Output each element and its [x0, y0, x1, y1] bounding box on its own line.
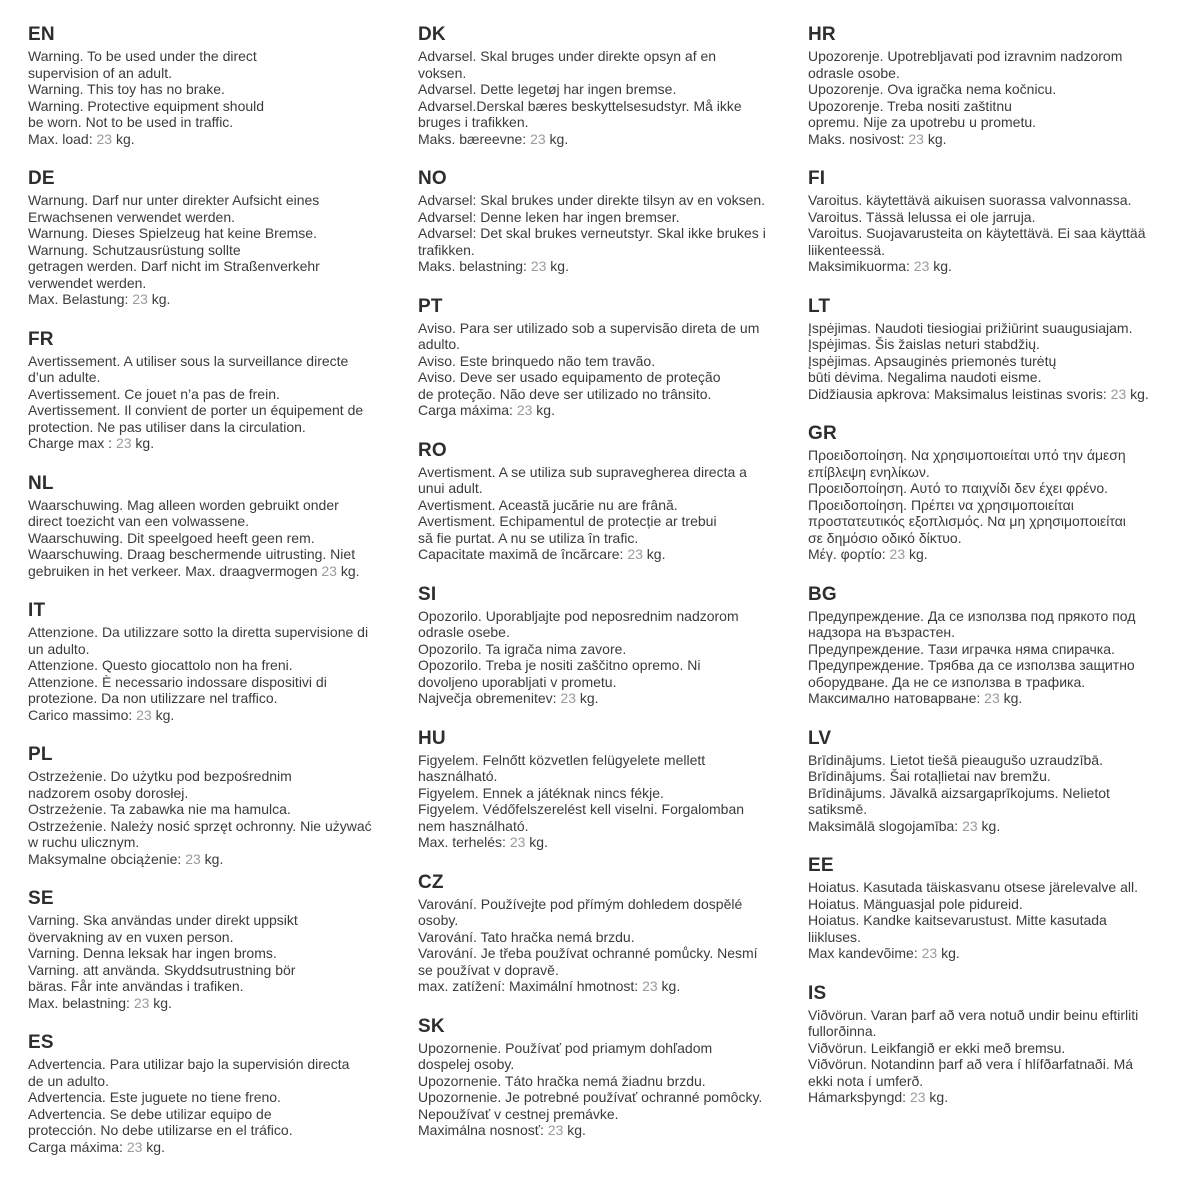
language-code: IT: [28, 600, 46, 621]
warning-line: Warnung. Darf nur unter direkter Aufsicht eines: [28, 192, 320, 208]
warning-line: Προειδοποίηση. Να χρησιμοποιείται υπό την άμεση: [808, 447, 1126, 463]
warning-line: Advarsel: Det skal brukes verneutstyr. Skal ikke brukes i: [418, 225, 766, 241]
warning-line: protezione. Da non utilizzare nel traffico.: [28, 690, 278, 706]
language-code: NL: [28, 472, 54, 494]
warning-line: Upozornenie. Je potrebné používať ochranné pomôcky.: [418, 1089, 763, 1105]
max-load-value: 23: [126, 1138, 143, 1155]
warning-line: Maksymalne obciążenie: 23 kg.: [28, 850, 224, 867]
warning-line: Įspėjimas. Naudoti tiesiogiai prižiūrint suaugusiajam.: [808, 319, 1133, 336]
language-code: LT: [808, 295, 831, 317]
warning-line: osoby.: [418, 912, 459, 928]
warning-line: Upozornenie. Táto hračka nemá žiadnu brzdu.: [418, 1072, 706, 1089]
language-block-no: [418, 168, 808, 275]
language-code: SE: [28, 888, 54, 909]
warning-line: dovoljeno uporabljati v prometu.: [418, 673, 617, 690]
language-code: PL: [28, 744, 53, 765]
warning-line: Attenzione. Questo giocattolo non ha freni.: [28, 657, 293, 673]
language-block-it: [28, 600, 418, 723]
language-code: BG: [808, 583, 837, 605]
max-load-value: 23: [962, 817, 978, 834]
language-block-bg: [808, 584, 1198, 707]
max-load-value: 23: [96, 130, 113, 147]
warning-line: Viðvörun. Leikfangið er ekki með bremsu.: [808, 1039, 1066, 1056]
max-load-value: 23: [509, 834, 526, 850]
warning-line: be worn. Not to be used in traffic.: [28, 114, 234, 130]
language-code: IS: [808, 982, 827, 1004]
language-code: HU: [418, 727, 446, 749]
warning-line: övervakning av en vuxen person.: [28, 928, 234, 945]
warning-line: Advarsel: Denne leken har ingen bremser.: [418, 208, 680, 225]
warning-line: Varování. Používejte pod přímým dohledem dospělé: [418, 895, 743, 912]
warning-line: voksen.: [418, 64, 467, 81]
warning-line: Įspėjimas. Apsauginės priemonės turėtų: [808, 352, 1057, 369]
warning-line: Attenzione. Da utilizzare sotto la diretta supervisione di: [28, 624, 369, 640]
warning-line: Maximálna nosnosť: 23 kg.: [418, 1122, 586, 1138]
column-2: [418, 24, 808, 1160]
warning-line: Max. load: 23 kg.: [28, 130, 135, 147]
warning-line: adulto.: [418, 336, 461, 352]
warning-line: επίβλεψη ενηλίκων.: [808, 463, 930, 480]
warning-line: Advarsel: Skal brukes under direkte tilsyn av en voksen.: [418, 192, 766, 208]
language-block-es: [28, 1032, 418, 1155]
warning-line: Figyelem. Ennek a játéknak nincs fékje.: [418, 784, 664, 801]
warning-line: надзора на възрастен.: [808, 624, 955, 640]
max-load-value: 23: [908, 130, 924, 147]
warning-line: Opozorilo. Ta igrača nima zavore.: [418, 640, 627, 657]
warning-line: Ostrzeżenie. Do użytku pod bezpośrednim: [28, 768, 292, 784]
warning-line: supervision of an adult.: [28, 64, 172, 81]
warning-line: használható.: [418, 768, 498, 784]
warning-line: Upozorenje. Upotrebljavati pod izravnim nadzorom: [808, 48, 1123, 64]
warning-line: max. zatížení: Maximální hmotnost: 23 kg.: [418, 978, 681, 994]
language-block-fi: [808, 168, 1198, 275]
warning-line: Varoitus. Suojavarusteita on käytettävä. Ei saa käyttää: [808, 225, 1146, 241]
language-block-de: [28, 168, 418, 308]
warning-line: protection. Ne pas utiliser dans la circulation.: [28, 418, 306, 435]
warning-line: Attenzione. È necessario indossare dispositivi di: [28, 673, 327, 690]
warning-line: Warning. Protective equipment should: [28, 97, 265, 114]
warning-line: bruges i trafikken.: [418, 114, 529, 130]
warning-line: προστατευτικός εξοπλισμός. Να μη χρησιμοποιείται: [808, 513, 1126, 529]
warning-line: Avertisment. Echipamentul de protecție ar trebui: [418, 513, 717, 529]
warning-line: ekki nota í umferð.: [808, 1072, 924, 1089]
warning-line: Viðvörun. Notandinn þarf að vera í hlífðarfatnaði. Má: [808, 1056, 1134, 1072]
language-block-lt: [808, 296, 1198, 403]
warning-line: Erwachsenen verwendet werden.: [28, 208, 236, 225]
warning-line: Avertissement. A utiliser sous la surveillance directe: [28, 352, 349, 369]
warning-line: direct toezicht van een volwassene.: [28, 513, 250, 529]
warning-line: Max. terhelés: 23 kg.: [418, 834, 548, 850]
warning-line: Предупреждение. Да се използва под прякото под: [808, 607, 1136, 624]
max-load-value: 23: [642, 978, 658, 994]
warning-line: Maksimālā slogojamība: 23 kg.: [808, 817, 1001, 834]
max-load-value: 23: [560, 690, 576, 706]
language-block-ee: [808, 855, 1198, 962]
max-load-value: 23: [530, 258, 547, 274]
warning-line: Warning. This toy has no brake.: [28, 81, 225, 97]
max-load-value: 23: [132, 291, 148, 307]
max-load-value: 23: [115, 435, 132, 451]
warning-line: odrasle osobe.: [808, 64, 900, 81]
language-code: SK: [418, 1015, 445, 1037]
warning-line: Μέγ. φορτίο: 23 kg.: [808, 546, 928, 562]
warning-line: fullorðinna.: [808, 1023, 877, 1039]
warning-line: dospelej osoby.: [418, 1056, 515, 1072]
warning-line: liikenteessä.: [808, 241, 886, 258]
warning-line: trafikken.: [418, 241, 475, 258]
warning-line: Brīdinājums. Šai rotaļlietai nav bremžu.: [808, 768, 1051, 784]
warning-line: nadzorem osoby dorosłej.: [28, 784, 189, 801]
warning-line: Varning. att använda. Skyddsutrustning bör: [28, 961, 296, 978]
warning-line: se používat v dopravě.: [418, 961, 559, 978]
language-block-pt: [418, 296, 808, 419]
warning-line: Varoitus. Tässä lelussa ei ole jarruja.: [808, 208, 1036, 225]
max-load-value: 23: [1110, 385, 1127, 402]
warning-line: Advarsel. Dette legetøj har ingen bremse.: [418, 81, 677, 97]
warning-line: Capacitate maximă de încărcare: 23 kg.: [418, 546, 666, 562]
language-code: RO: [418, 439, 447, 461]
language-code: DK: [418, 24, 446, 45]
warning-line: Waarschuwing. Dit speelgoed heeft geen rem.: [28, 529, 315, 546]
warning-line: unui adult.: [418, 480, 483, 496]
column-1: [28, 24, 418, 1176]
language-code: EN: [28, 24, 55, 45]
warning-line: odrasle osebe.: [418, 624, 510, 640]
language-code: SI: [418, 583, 437, 605]
warning-line: Brīdinājums. Jāvalkā aizsargaprīkojums. Nelietot: [808, 784, 1110, 801]
warning-line: liikluses.: [808, 928, 861, 945]
warning-line: Προειδοποίηση. Πρέπει να χρησιμοποιείται: [808, 496, 1074, 513]
language-block-gr: [808, 423, 1198, 563]
max-load-value: 23: [136, 706, 152, 723]
max-load-value: 23: [909, 1089, 926, 1105]
warning-line: Advertencia. Este juguete no tiene freno.: [28, 1089, 281, 1105]
language-block-hr: [808, 24, 1198, 147]
warning-line: Nepoužívať v cestnej premávke.: [418, 1105, 619, 1122]
warning-line: Aviso. Para ser utilizado sob a supervisão direta de um: [418, 319, 760, 336]
warning-line: Įspėjimas. Šis žaislas neturi stabdžių.: [808, 336, 1040, 352]
warning-line: Waarschuwing. Mag alleen worden gebruikt onder: [28, 496, 339, 513]
warning-line: Warnung. Dieses Spielzeug hat keine Bremse.: [28, 225, 317, 241]
warning-line: σε δημόσιο οδικό δίκτυο.: [808, 529, 962, 546]
warning-line: Max. belastning: 23 kg.: [28, 994, 172, 1011]
warning-line: Ostrzeżenie. Ta zabawka nie ma hamulca.: [28, 801, 291, 817]
warning-line: Carga máxima: 23 kg.: [28, 1138, 165, 1155]
warning-line: Varování. Tato hračka nemá brzdu.: [418, 928, 635, 945]
column-3: [808, 24, 1198, 1127]
warning-line: Varoitus. käytettävä aikuisen suorassa valvonnassa.: [808, 192, 1132, 208]
language-block-nl: [28, 473, 418, 580]
language-block-en: [28, 24, 418, 147]
warning-line: Največja obremenitev: 23 kg.: [418, 690, 599, 706]
warning-line: getragen werden. Darf nicht im Straßenverkehr: [28, 258, 320, 274]
warning-line: de proteção. Não deve ser utilizado no trânsito.: [418, 385, 712, 402]
warning-line: Varning. Ska användas under direkt uppsikt: [28, 912, 298, 928]
language-code: GR: [808, 423, 837, 444]
language-block-ro: [418, 440, 808, 563]
warning-line: būti dėvima. Negalima naudoti eisme.: [808, 369, 1042, 385]
warning-line: Opozorilo. Treba je nositi zaščitno opremo. Ni: [418, 657, 701, 673]
max-load-value: 23: [133, 994, 150, 1011]
warning-line: Max kandevõime: 23 kg.: [808, 945, 960, 961]
warning-line: Ostrzeżenie. Należy nosić sprzęt ochronny. Nie używać: [28, 817, 372, 834]
warning-line: Maks. nosivost: 23 kg.: [808, 130, 947, 147]
warning-line: Varning. Denna leksak har ingen broms.: [28, 945, 277, 961]
language-code: ES: [28, 1032, 54, 1053]
max-load-value: 23: [516, 402, 533, 418]
warning-line: Максимално натоварване: 23 kg.: [808, 690, 1023, 706]
warning-line: Varování. Je třeba používat ochranné pomůcky. Nesmí: [418, 945, 758, 961]
warning-line: оборудване. Да не се използва в трафика.: [808, 673, 1086, 690]
warning-line: verwendet werden.: [28, 274, 147, 291]
warning-line: Aviso. Deve ser usado equipamento de proteção: [418, 369, 721, 385]
warning-line: Avertissement. Ce jouet n’a pas de frein.: [28, 385, 280, 402]
language-code: DE: [28, 168, 55, 189]
warning-line: Avertisment. A se utiliza sub supravegherea directa a: [418, 463, 747, 480]
warning-line: Charge max : 23 kg.: [28, 435, 155, 451]
warning-line: Carga máxima: 23 kg.: [418, 402, 555, 418]
warning-line: protección. No debe utilizarse en el tráfico.: [28, 1122, 293, 1138]
warning-line: Advertencia. Para utilizar bajo la supervisión directa: [28, 1056, 350, 1072]
warning-line: Предупреждение. Тази играчка няма спирачка.: [808, 640, 1115, 657]
warning-line: Upozorenje. Ova igračka nema kočnicu.: [808, 81, 1057, 97]
warning-line: opremu. Nije za upotrebu u prometu.: [808, 114, 1037, 130]
max-load-value: 23: [530, 130, 546, 147]
warning-line: Upozornenie. Používať pod priamym dohľadom: [418, 1039, 713, 1056]
language-block-lv: [808, 728, 1198, 835]
language-block-is: [808, 983, 1198, 1106]
max-load-value: 23: [984, 690, 1000, 706]
language-block-cz: [418, 872, 808, 995]
language-code: LV: [808, 727, 832, 749]
warning-line: Warnung. Schutzausrüstung sollte: [28, 241, 241, 258]
warning-line: Προειδοποίηση. Αυτό το παιχνίδι δεν έχει φρένο.: [808, 480, 1109, 496]
max-load-value: 23: [889, 546, 906, 562]
max-load-value: 23: [913, 258, 930, 274]
warning-line: Max. Belastung: 23 kg.: [28, 291, 171, 307]
language-code: HR: [808, 24, 836, 45]
warning-line: gebruiken in het verkeer. Max. draagvermogen 23 kg.: [28, 562, 360, 579]
warning-line: Hoiatus. Kandke kaitsevarustust. Mitte kasutada: [808, 912, 1107, 928]
language-block-sk: [418, 1016, 808, 1139]
warning-line: de un adulto.: [28, 1072, 109, 1089]
warning-line: Brīdinājums. Lietot tiešā pieaugušo uzraudzībā.: [808, 751, 1103, 768]
language-block-pl: [28, 744, 418, 867]
language-code: CZ: [418, 871, 444, 893]
warning-line: Maksimikuorma: 23 kg.: [808, 258, 952, 274]
max-load-value: 23: [921, 945, 938, 961]
language-block-se: [28, 888, 418, 1011]
warning-line: Maks. belastning: 23 kg.: [418, 258, 569, 274]
language-block-dk: [418, 24, 808, 147]
warning-line: un adulto.: [28, 640, 90, 657]
warning-line: nem használható.: [418, 817, 529, 834]
max-load-value: 23: [547, 1122, 564, 1138]
warning-line: Warning. To be used under the direct: [28, 48, 257, 64]
warning-line: Waarschuwing. Draag beschermende uitrusting. Niet: [28, 546, 356, 562]
warning-line: Viðvörun. Varan þarf að vera notuð undir beinu eftirliti: [808, 1006, 1139, 1023]
language-code: EE: [808, 855, 834, 876]
language-code: FR: [28, 328, 54, 350]
warning-line: Aviso. Este brinquedo não tem travão.: [418, 352, 656, 369]
warning-line: Advarsel.Derskal bæres beskyttelsesudstyr. Må ikke: [418, 97, 742, 114]
language-code: NO: [418, 168, 447, 189]
max-load-value: 23: [627, 546, 643, 562]
warning-line: Hámarksþyngd: 23 kg.: [808, 1089, 949, 1105]
warning-line: d’un adulte.: [28, 369, 101, 385]
warning-line: Maks. bæreevne: 23 kg.: [418, 130, 569, 147]
warning-line: Didžiausia apkrova: Maksimalus leistinas svoris: 23 kg.: [808, 385, 1149, 402]
warning-line: w ruchu ulicznym.: [28, 834, 140, 850]
warning-line: bäras. Får inte användas i trafiken.: [28, 978, 244, 994]
warning-line: Advertencia. Se debe utilizar equipo de: [28, 1105, 272, 1122]
warning-line: satiksmē.: [808, 801, 868, 817]
warning-line: Opozorilo. Uporabljajte pod neposrednim nadzorom: [418, 607, 739, 624]
language-code: FI: [808, 168, 826, 189]
language-code: PT: [418, 295, 443, 317]
warning-line: să fie purtat. A nu se utiliza în trafic.: [418, 529, 639, 546]
warning-line: Avertissement. Il convient de porter un équipement de: [28, 402, 364, 418]
warning-line: Figyelem. Felnőtt közvetlen felügyelete mellett: [418, 751, 706, 768]
warning-line: Upozorenje. Treba nositi zaštitnu: [808, 97, 1012, 114]
warning-line: Figyelem. Védőfelszerelést kell viselni. Forgalomban: [418, 801, 745, 817]
warning-line: Hoiatus. Kasutada täiskasvanu otsese järelevalve all.: [808, 879, 1138, 895]
language-block-hu: [418, 728, 808, 851]
warning-line: Предупреждение. Трябва да се използва защитно: [808, 657, 1135, 673]
warning-line: Advarsel. Skal bruges under direkte opsyn af en: [418, 48, 717, 64]
language-block-si: [418, 584, 808, 707]
language-block-fr: [28, 329, 418, 452]
warning-line: Hoiatus. Mänguasjal pole pidureid.: [808, 895, 1023, 912]
warning-line: Avertisment. Această jucărie nu are frână.: [418, 496, 678, 513]
max-load-value: 23: [321, 562, 337, 579]
warning-line: Carico massimo: 23 kg.: [28, 706, 175, 723]
max-load-value: 23: [185, 850, 201, 867]
